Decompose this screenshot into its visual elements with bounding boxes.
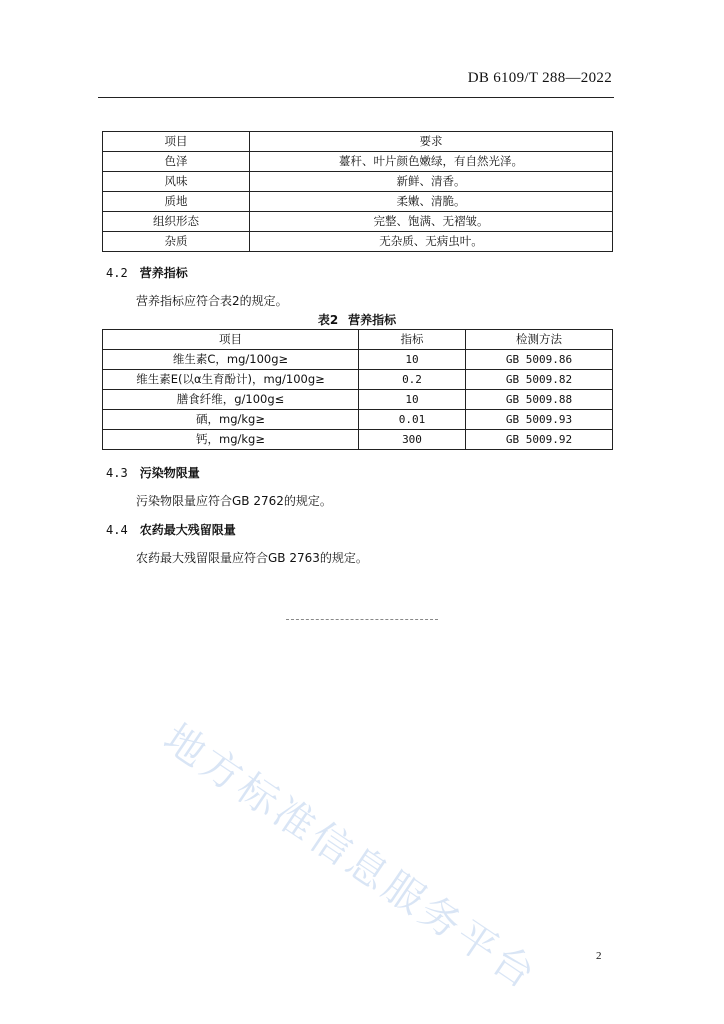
section-heading-4-3	[106, 464, 200, 481]
section-number: 4.3	[106, 466, 128, 480]
section-title: 营养指标	[139, 266, 188, 280]
table-header-row	[103, 330, 613, 350]
table-cell: GB 5009.88	[466, 390, 613, 410]
table-cell: 维生素E(以α生育酚计)，mg/100g≥	[103, 370, 359, 390]
table-cell: 300	[359, 430, 466, 450]
section-text-4-4: 农药最大残留限量应符合GB 2763的规定。	[136, 551, 368, 565]
table-row	[103, 390, 613, 410]
watermark: 地方标准信息服务平台	[155, 715, 546, 1000]
section-text-4-3: 污染物限量应符合GB 2762的规定。	[136, 494, 332, 508]
section-number: 4.2	[106, 266, 128, 280]
table-header-cell: 要求	[250, 132, 613, 152]
table-row	[103, 410, 613, 430]
table-header-cell: 项目	[103, 132, 250, 152]
caption-title: 营养指标	[348, 313, 397, 327]
table-cell: 新鲜、清香。	[250, 172, 613, 192]
table-cell: GB 5009.92	[466, 430, 613, 450]
table-row	[103, 430, 613, 450]
section-title: 农药最大残留限量	[139, 523, 236, 537]
end-of-content-rule	[286, 619, 438, 620]
table-cell: 组织形态	[103, 212, 250, 232]
section-number: 4.4	[106, 523, 128, 537]
header-rule	[98, 97, 614, 98]
table-row	[103, 212, 613, 232]
standard-code: DB 6109/T 288—2022	[467, 70, 612, 86]
table-header-cell: 指标	[359, 330, 466, 350]
table-row	[103, 172, 613, 192]
sensory-requirements-table	[102, 131, 613, 252]
table-header-row	[103, 132, 613, 152]
table-cell: 10	[359, 350, 466, 370]
table-cell: 硒，mg/kg≥	[103, 410, 359, 430]
table-cell: 膳食纤维，g/100g≤	[103, 390, 359, 410]
section-title: 污染物限量	[139, 466, 200, 480]
section-heading-4-4	[106, 521, 236, 538]
table-cell: 钙，mg/kg≥	[103, 430, 359, 450]
table-row	[103, 232, 613, 252]
table-cell: 色泽	[103, 152, 250, 172]
table-row	[103, 192, 613, 212]
table-cell: GB 5009.86	[466, 350, 613, 370]
table-header-cell: 项目	[103, 330, 359, 350]
table-cell: 杂质	[103, 232, 250, 252]
caption-number: 表2	[317, 313, 339, 327]
table-cell: 10	[359, 390, 466, 410]
table2-caption	[0, 311, 724, 328]
section-text-4-2: 营养指标应符合表2的规定。	[136, 294, 288, 308]
table-cell: GB 5009.82	[466, 370, 613, 390]
table-cell: 0.2	[359, 370, 466, 390]
table-cell: 0.01	[359, 410, 466, 430]
table-row	[103, 152, 613, 172]
table-cell: 薹秆、叶片颜色嫩绿，有自然光泽。	[250, 152, 613, 172]
table-header-cell: 检测方法	[466, 330, 613, 350]
table-cell: 完整、饱满、无褶皱。	[250, 212, 613, 232]
nutrition-index-table	[102, 329, 613, 450]
table-cell: 无杂质、无病虫叶。	[250, 232, 613, 252]
table-row	[103, 370, 613, 390]
table-cell: 风味	[103, 172, 250, 192]
table-row	[103, 350, 613, 370]
section-heading-4-2	[106, 264, 188, 281]
table-cell: 维生素C，mg/100g≥	[103, 350, 359, 370]
page-number: 2	[596, 950, 602, 962]
table-cell: 质地	[103, 192, 250, 212]
table-cell: GB 5009.93	[466, 410, 613, 430]
table-cell: 柔嫩、清脆。	[250, 192, 613, 212]
